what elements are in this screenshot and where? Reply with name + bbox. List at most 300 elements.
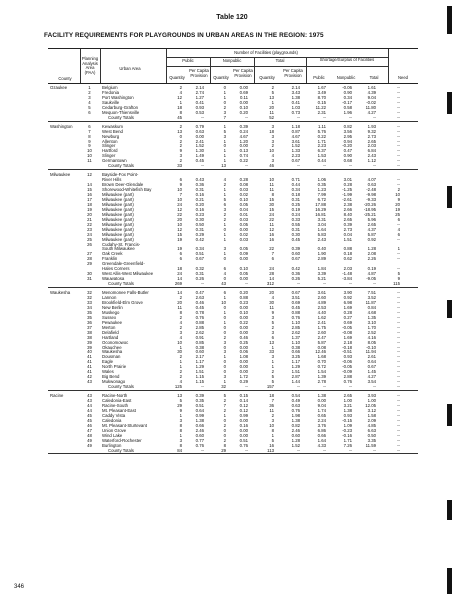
- table-cell: 5: [271, 374, 274, 380]
- table-cell: 3: [271, 133, 274, 139]
- table-cell: 2: [179, 324, 182, 330]
- table-cell: -0.08: [342, 329, 352, 335]
- table-cell: 11: [269, 182, 274, 188]
- table-cell: 1.96: [343, 109, 352, 115]
- table-cell: 2: [223, 104, 226, 110]
- table-cell: 1: [223, 319, 226, 325]
- table-cell: 6: [179, 256, 182, 262]
- table-cell: 1.58: [367, 412, 376, 418]
- table-cell: 3.31: [317, 216, 326, 222]
- table-cell: 8: [223, 442, 226, 448]
- table-cell: -0.15: [342, 417, 352, 423]
- table-cell: 0.32: [195, 266, 204, 272]
- table-cell: 0.39: [195, 393, 204, 399]
- table-cell: 2.46: [291, 427, 300, 433]
- table-cell: 33: [269, 349, 274, 355]
- urban-area-name: Cudahy-St. Francis-: [102, 241, 141, 247]
- table-cell: 1: [179, 364, 182, 370]
- table-cell: -1.99: [342, 192, 352, 197]
- table-cell: 1: [271, 344, 274, 350]
- table-cell: 9: [179, 148, 182, 154]
- header-divider: [254, 57, 255, 83]
- table-cell: --: [349, 384, 352, 390]
- table-cell: 1: [223, 221, 226, 227]
- table-cell: 1.08: [239, 354, 248, 360]
- urban-area-name: Waukesha: [102, 349, 123, 355]
- table-cell: 1.00: [343, 398, 352, 403]
- urban-area-name: Milwaukee (part): [102, 196, 134, 202]
- table-cell: 0.30: [291, 231, 300, 237]
- table-cell: 2.65: [367, 221, 376, 227]
- paa-number: 41: [87, 354, 92, 360]
- header-need: Need: [397, 75, 408, 80]
- table-cell: 18: [269, 128, 274, 134]
- table-cell: 1.23: [317, 187, 326, 193]
- table-cell: 1.54: [317, 369, 326, 375]
- urban-area-name: Okauchee: [102, 344, 122, 350]
- table-cell: 0.41: [195, 99, 204, 105]
- urban-area-name: Sussex: [102, 314, 117, 320]
- table-cell: 0.69: [239, 89, 248, 95]
- table-cell: 14: [177, 276, 182, 282]
- paa-number: 6: [88, 109, 91, 115]
- table-cell: 1.72: [239, 374, 248, 380]
- table-cell: 10: [177, 339, 182, 345]
- table-cell: 0.58: [343, 104, 352, 110]
- urban-area-name: Hartland: [102, 334, 119, 340]
- header-public: Public: [182, 58, 194, 63]
- urban-area-name: Mt. Pleasant-Sturtevant: [102, 422, 147, 428]
- table-cell: 157: [266, 384, 274, 390]
- paa-number: 42: [87, 374, 92, 380]
- urban-area-name: Greendale-Greenfield-: [102, 261, 145, 267]
- table-cell: 8: [179, 422, 182, 428]
- table-cell: 2: [179, 123, 182, 129]
- table-cell: 0.21: [195, 196, 204, 202]
- table-cell: -0.06: [342, 85, 352, 90]
- table-cell: 19: [395, 206, 400, 212]
- table-cell: 269: [174, 281, 182, 287]
- paa-number: 44: [87, 402, 92, 408]
- table-cell: 9: [397, 196, 400, 202]
- table-cell: 2.09: [367, 417, 376, 423]
- table-cell: 1: [223, 153, 226, 159]
- table-cell: 20: [269, 104, 274, 110]
- table-cell: 0.34: [195, 246, 204, 252]
- table-cell: -9.05: [366, 276, 376, 282]
- header-shortage: Shortage/Surplus of Facilities: [319, 57, 375, 62]
- table-cell: 4.39: [367, 89, 376, 95]
- table-cell: 13: [269, 339, 274, 345]
- table-cell: -2.61: [342, 196, 352, 202]
- table-cell: 0.24: [291, 211, 300, 217]
- table-cell: 2: [179, 143, 182, 149]
- table-cell: 11: [269, 407, 274, 413]
- table-cell: --: [245, 384, 248, 390]
- urban-area-name: Dousman: [102, 354, 121, 360]
- urban-area-name: Franklin: [102, 256, 118, 262]
- urban-area-name: Mequon-Thiensville: [102, 109, 140, 115]
- table-cell: 0.31: [291, 226, 300, 232]
- header-facilities-group: Number of Facilities (playgrounds): [234, 50, 298, 55]
- table-cell: 3.56: [343, 128, 352, 134]
- table-cell: 0.46: [239, 334, 248, 340]
- table-cell: 2.46: [195, 427, 204, 433]
- table-cell: 2.85: [195, 324, 204, 330]
- table-cell: 0.08: [239, 182, 248, 188]
- table-cell: 4.87: [367, 271, 376, 277]
- table-cell: 19: [177, 246, 182, 252]
- table-cell: 0.31: [195, 271, 204, 277]
- paa-number: 6: [88, 123, 91, 129]
- table-cell: 6: [271, 256, 274, 262]
- table-cell: 2.38: [343, 201, 352, 207]
- table-cell: 0.55: [291, 221, 300, 227]
- table-cell: 1.51: [291, 369, 300, 375]
- urban-area-name: Menomonee Falls-Butler: [102, 290, 149, 296]
- table-cell: 1.51: [343, 236, 352, 242]
- table-cell: 5: [271, 379, 274, 385]
- table-cell: 0: [223, 226, 226, 232]
- table-cell: 1: [271, 432, 274, 438]
- table-cell: 0.72: [317, 364, 326, 370]
- table-cell: 4: [179, 334, 182, 340]
- paa-number: 34: [87, 304, 92, 310]
- table-cell: 0.22: [239, 319, 248, 325]
- table-cell: 0.41: [291, 99, 300, 105]
- table-cell: 0.00: [239, 329, 248, 335]
- table-cell: 0.88: [291, 309, 300, 315]
- paa-number: 10: [87, 153, 92, 159]
- table-cell: 0.44: [317, 158, 326, 164]
- table-cell: 0: [223, 143, 226, 149]
- table-cell: 1.69: [343, 304, 352, 310]
- paa-number: 33: [87, 299, 92, 305]
- paa-number: 19: [87, 206, 92, 212]
- table-cell: 0.45: [291, 236, 300, 242]
- table-cell: 3.39: [317, 271, 326, 277]
- table-cell: 2: [271, 412, 274, 418]
- paa-number: 27: [87, 251, 92, 257]
- table-cell: 0.88: [195, 319, 204, 325]
- table-cell: 22: [177, 211, 182, 217]
- table-cell: 5.87: [367, 231, 376, 237]
- table-cell: --: [397, 432, 400, 438]
- header-nonpublic-quantity: Quantity: [213, 75, 229, 80]
- table-cell: --: [397, 256, 400, 262]
- urban-area-name: Racine-North: [102, 393, 128, 399]
- table-cell: --: [397, 89, 400, 95]
- table-cell: 0.08: [317, 344, 326, 350]
- table-cell: --: [397, 221, 400, 227]
- table-cell: 4: [179, 89, 182, 95]
- table-cell: 1.45: [367, 369, 376, 375]
- table-cell: 12.05: [365, 402, 376, 408]
- table-cell: 6: [179, 177, 182, 183]
- table-cell: 0.16: [195, 206, 204, 212]
- table-cell: 8: [179, 427, 182, 433]
- table-cell: 0.20: [239, 290, 248, 296]
- table-cell: 8: [271, 192, 274, 197]
- table-cell: 0.38: [195, 344, 204, 350]
- urban-area-name: North Prairie: [102, 364, 127, 370]
- table-cell: 0.25: [291, 201, 300, 207]
- table-cell: 29: [177, 402, 182, 408]
- table-cell: 1.51: [195, 369, 204, 375]
- paa-number: 49: [87, 437, 92, 443]
- table-cell: 0.24: [239, 128, 248, 134]
- paa-number: 2: [88, 89, 91, 95]
- table-cell: 3: [271, 314, 274, 320]
- table-cell: 0.00: [239, 143, 248, 149]
- table-cell: 0.35: [195, 398, 204, 403]
- urban-area-name: Muskego: [102, 309, 120, 315]
- table-cell: --: [297, 163, 300, 169]
- table-cell: 0.00: [239, 369, 248, 375]
- table-cell: 0.99: [239, 412, 248, 418]
- table-cell: 0.71: [291, 177, 300, 183]
- table-cell: 24: [269, 211, 274, 217]
- table-cell: 0.79: [195, 123, 204, 129]
- margin-bar: [447, 92, 452, 114]
- header-rule: [166, 57, 388, 58]
- table-cell: 0.31: [195, 226, 204, 232]
- table-cell: 2: [223, 182, 226, 188]
- table-cell: 0.92: [367, 236, 376, 242]
- table-cell: 2.63: [195, 295, 204, 300]
- table-cell: 0.18: [343, 251, 352, 257]
- table-cell: --: [397, 359, 400, 365]
- table-cell: 6.37: [317, 148, 326, 154]
- margin-bar: [447, 500, 452, 520]
- paa-number: 41: [87, 369, 92, 375]
- table-cell: 1: [271, 99, 274, 105]
- table-cell: --: [397, 344, 400, 350]
- table-cell: 1: [223, 138, 226, 144]
- table-cell: 2: [223, 407, 226, 413]
- table-cell: 0.12: [239, 407, 248, 413]
- table-cell: 7: [179, 192, 182, 197]
- header-nonpublic-per-capita: Per Capita Provision: [233, 68, 253, 78]
- table-cell: 11: [269, 187, 274, 193]
- group-separator: [48, 121, 418, 122]
- urban-area-name: Merton: [102, 324, 116, 330]
- table-cell: 18: [177, 266, 182, 272]
- table-cell: 4: [223, 177, 226, 183]
- table-cell: 0.50: [195, 221, 204, 227]
- table-cell: 2.14: [195, 85, 204, 90]
- paa-number: 29: [87, 261, 92, 267]
- table-cell: 1: [271, 359, 274, 365]
- paa-number: 43: [87, 379, 92, 385]
- table-cell: 0.23: [239, 299, 248, 305]
- table-cell: 9.04: [367, 94, 376, 100]
- table-cell: 0.02: [239, 192, 248, 197]
- table-cell: 2.73: [343, 226, 352, 232]
- table-cell: 30: [269, 201, 274, 207]
- table-header: [48, 48, 418, 84]
- table-cell: 0.90: [343, 153, 352, 159]
- table-cell: --: [397, 393, 400, 399]
- table-cell: 2: [179, 374, 182, 380]
- urban-area-name: Newburg: [102, 133, 120, 139]
- table-cell: 0.60: [195, 432, 204, 438]
- header-divider: [388, 49, 389, 83]
- table-cell: --: [297, 447, 300, 453]
- table-cell: 0: [223, 304, 226, 310]
- table-cell: 1: [223, 309, 226, 315]
- table-cell: 24: [177, 271, 182, 277]
- paa-number: 24: [87, 231, 92, 237]
- table-cell: 3.25: [291, 354, 300, 360]
- table-cell: 2: [179, 314, 182, 320]
- table-cell: 0.54: [291, 393, 300, 399]
- table-cell: 2.53: [317, 304, 326, 310]
- paa-number: 39: [87, 339, 92, 345]
- table-cell: 5: [223, 196, 226, 202]
- table-cell: --: [397, 143, 400, 149]
- table-bottom-rule: [48, 453, 418, 454]
- table-number: Table 120: [216, 14, 248, 21]
- table-cell: 0: [223, 432, 226, 438]
- table-body: [48, 84, 418, 566]
- table-cell: 13: [177, 393, 182, 399]
- paa-number: 9: [88, 138, 91, 144]
- urban-area-name: Saukville: [102, 99, 120, 105]
- urban-area-name: Milwaukee (part): [102, 216, 134, 222]
- table-cell: --: [397, 447, 400, 453]
- header-urban-area: Urban Area: [119, 66, 141, 71]
- table-cell: --: [397, 324, 400, 330]
- paa-number: 5: [88, 104, 91, 110]
- table-cell: 0.34: [291, 187, 300, 193]
- table-cell: -0.09: [342, 369, 352, 375]
- paa-number: 7: [88, 128, 91, 134]
- table-cell: --: [201, 384, 204, 390]
- table-cell: 0.67: [291, 290, 300, 296]
- table-cell: 0: [223, 359, 226, 365]
- table-cell: 0.10: [239, 309, 248, 315]
- table-cell: 2: [179, 138, 182, 144]
- table-cell: --: [373, 281, 376, 287]
- table-cell: --: [397, 339, 400, 345]
- table-cell: 2.03: [367, 143, 376, 149]
- table-cell: 3.93: [367, 393, 376, 399]
- table-cell: 0: [223, 427, 226, 433]
- table-cell: 5: [223, 128, 226, 134]
- table-cell: 2.41: [195, 138, 204, 144]
- table-cell: 9: [179, 182, 182, 188]
- table-cell: 4.67: [239, 133, 248, 139]
- table-cell: -0.16: [342, 432, 352, 438]
- table-cell: 0.60: [195, 349, 204, 355]
- table-cell: 6.98: [343, 299, 352, 305]
- table-cell: 0.77: [195, 437, 204, 443]
- urban-area-name: Burlington: [102, 442, 122, 448]
- table-cell: -9.98: [366, 192, 376, 197]
- margin-bar: [447, 186, 452, 208]
- table-cell: 0.35: [317, 182, 326, 188]
- table-cell: 1.27: [195, 94, 204, 100]
- table-cell: 11.22: [315, 104, 326, 110]
- table-cell: 4.27: [367, 374, 376, 380]
- table-cell: --: [397, 104, 400, 110]
- table-cell: 0: [223, 314, 226, 320]
- paa-number: 17: [87, 196, 92, 202]
- margin-bar: [447, 404, 452, 426]
- table-cell: 84: [177, 447, 182, 453]
- urban-area-name: Milwaukee (part): [102, 201, 134, 207]
- table-cell: 0.00: [195, 133, 204, 139]
- table-cell: 1.61: [367, 85, 376, 90]
- table-cell: 1.71: [317, 138, 326, 144]
- table-cell: --: [397, 114, 400, 120]
- table-cell: 1: [223, 187, 226, 193]
- table-cell: 0.15: [317, 99, 326, 105]
- table-cell: 0.46: [195, 299, 204, 305]
- paa-number: 8: [88, 133, 91, 139]
- table-cell: --: [397, 402, 400, 408]
- urban-area-name: Brookfield-Elm Grove: [102, 299, 143, 305]
- paa-number: 48: [87, 432, 92, 438]
- urban-area-name: New Berlin: [102, 304, 123, 310]
- table-cell: 0.62: [343, 256, 352, 262]
- table-cell: 2: [271, 324, 274, 330]
- table-cell: --: [201, 281, 204, 287]
- table-cell: 0.78: [195, 309, 204, 315]
- table-cell: 8: [179, 109, 182, 115]
- urban-area-name: Lannon: [102, 295, 117, 300]
- table-title: FACILITY REQUIREMENTS FOR PLAYGROUNDS IN URBAN AREAS IN THE REGION: 1975: [44, 32, 324, 39]
- table-cell: 4.67: [291, 133, 300, 139]
- table-cell: --: [397, 422, 400, 428]
- table-cell: 8: [271, 427, 274, 433]
- table-cell: 1.67: [317, 85, 326, 90]
- totals-label: County Totals: [108, 447, 134, 453]
- table-cell: 14: [177, 290, 182, 296]
- county-name: Milwaukee: [50, 172, 71, 178]
- table-cell: 1.17: [291, 359, 300, 365]
- table-cell: 3.35: [367, 437, 376, 443]
- urban-area-name: Brown Deer-Glendale: [102, 182, 144, 188]
- table-cell: 6: [397, 231, 400, 237]
- group-separator: [48, 390, 418, 391]
- table-cell: 1.38: [291, 417, 300, 423]
- table-cell: 3.76: [317, 422, 326, 428]
- table-cell: 10: [269, 177, 274, 183]
- table-cell: 2.52: [367, 329, 376, 335]
- table-cell: 6: [271, 334, 274, 340]
- table-cell: 0.47: [343, 148, 352, 154]
- table-cell: 2: [179, 85, 182, 90]
- paa-number: 45: [87, 412, 92, 418]
- table-cell: 0.33: [291, 216, 300, 222]
- table-cell: 6.72: [317, 196, 326, 202]
- table-cell: 1: [223, 412, 226, 418]
- urban-area-name: Shorewood-Whitefish Bay: [102, 187, 152, 193]
- table-cell: 3.43: [291, 89, 300, 95]
- county-totals-row: [48, 163, 418, 168]
- table-cell: 1.52: [195, 143, 204, 149]
- table-cell: 1: [179, 344, 182, 350]
- table-cell: 11: [269, 221, 274, 227]
- table-cell: 20: [269, 290, 274, 296]
- table-cell: --: [397, 314, 400, 320]
- table-cell: 3: [223, 349, 226, 355]
- paa-number: 32: [87, 295, 92, 300]
- table-cell: 2: [223, 398, 226, 403]
- table-cell: 32: [221, 384, 226, 390]
